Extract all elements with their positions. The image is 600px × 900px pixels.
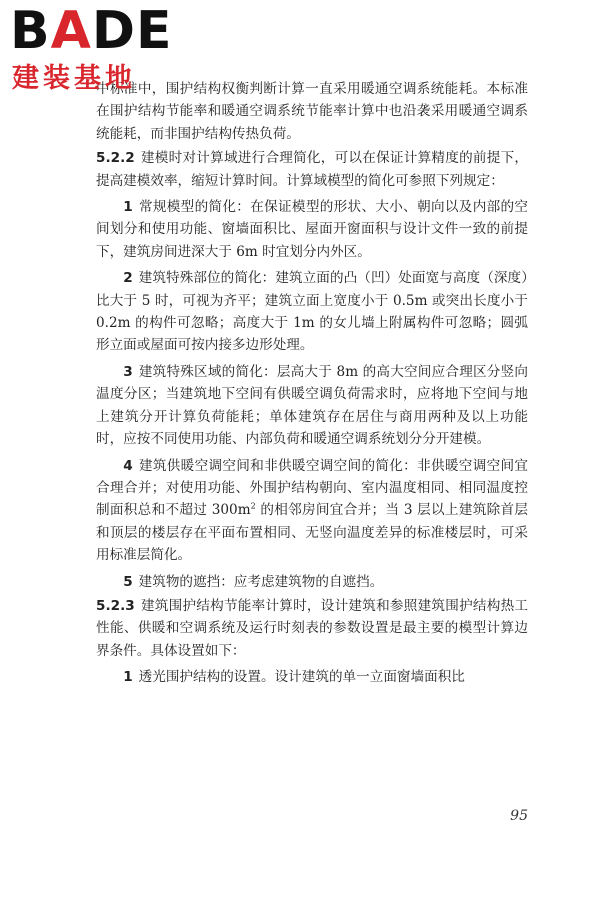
list-item [96, 666, 528, 688]
item-text: 建筑特殊区域的简化：层高大于 8m 的高大空间应合理区分竖向温度分区；当建筑地下空间有供暖空调负荷需求时，应将地下空间与地上建筑分开计算负荷能耗；单体建筑存在居住与商用两种及以上功能时，应按不同使用功能、内部负荷和暖通空调系统划分分开建模。 [96, 363, 528, 448]
logo-letter-b: B [10, 1, 51, 61]
clause-text: 建筑围护结构节能率计算时，设计建筑和参照建筑围护结构热工性能、供暖和空调系统及运行时刻表的参数设置是最主要的模型计算边界条件。具体设置如下： [96, 597, 528, 659]
logo-wordmark [10, 2, 173, 60]
list-item [96, 361, 528, 451]
item-text-continued: 的相邻房间宜合并；当 3 层以上建筑除首层和顶层的楼层存在平面布置相同、无竖向温度差异的标准楼层时，可采用标准层简化。 [96, 502, 528, 564]
clause-5-2-2 [96, 147, 528, 192]
item-text: 常规模型的简化：在保证模型的形状、大小、朝向以及内部的空间划分和使用功能、窗墙面积比、屋面开窗面积与设计文件一致的前提下，建筑房间进深大于 6m 时宜划分内外区。 [96, 199, 528, 260]
list-item [96, 196, 528, 263]
clause-number: 5.2.2 [96, 150, 135, 167]
clause-text: 建模时对计算域进行合理简化，可以在保证计算精度的前提下，提高建模效率，缩短计算时间。计算域模型的简化可参照下列规定： [96, 150, 528, 189]
bade-logo [8, 2, 178, 102]
item-text: 透光围护结构的设置。设计建筑的单一立面窗墙面积比 [138, 669, 465, 686]
list-item [96, 455, 528, 567]
clause-5-2-3 [96, 595, 528, 662]
clause-number: 5.2.3 [96, 597, 135, 614]
list-item [96, 571, 528, 593]
item-text: 建筑特殊部位的简化：建筑立面的凸（凹）处面宽与高度（深度）比大于 5 时，可视为齐平；建筑立面上宽度小于 0.5m 或突出长度小于 0.2m 的构件可忽略；高度大于 1m 的女儿墙上附属构件可忽略；圆弧形立面或屋面可按内接多边形处理。 [96, 270, 528, 354]
item-number: 3 [123, 363, 133, 380]
logo-tagline: 建装基地 [12, 63, 136, 94]
item-number: 2 [123, 270, 133, 287]
item-number: 1 [123, 199, 133, 216]
logo-letters-de: DE [91, 1, 173, 61]
item-number: 5 [123, 573, 133, 590]
item-text: 建筑供暖空调空间和非供暖空调空间的简化：非供暖空调空间宜合理合并；对使用功能、外围护结构朝向、室内温度相同、相同温度控制面积总和不超过 300m [96, 457, 528, 519]
item-text: 建筑物的遮挡：应考虑建筑物的自遮挡。 [138, 573, 384, 590]
logo-letter-a: A [50, 1, 92, 61]
item-number: 1 [123, 669, 133, 686]
page-number: 95 [510, 808, 528, 824]
intro-paragraph: 中标准中，围护结构权衡判断计算一直采用暖通空调系统能耗。本标准在围护结构节能率和暖通空调系统节能率计算中也沿袭采用暖通空调系统能耗，而非围护结构传热负荷。 [96, 81, 528, 142]
superscript: 2 [250, 501, 256, 511]
item-number: 4 [123, 457, 133, 474]
list-item [96, 267, 528, 357]
document-page [96, 78, 528, 689]
